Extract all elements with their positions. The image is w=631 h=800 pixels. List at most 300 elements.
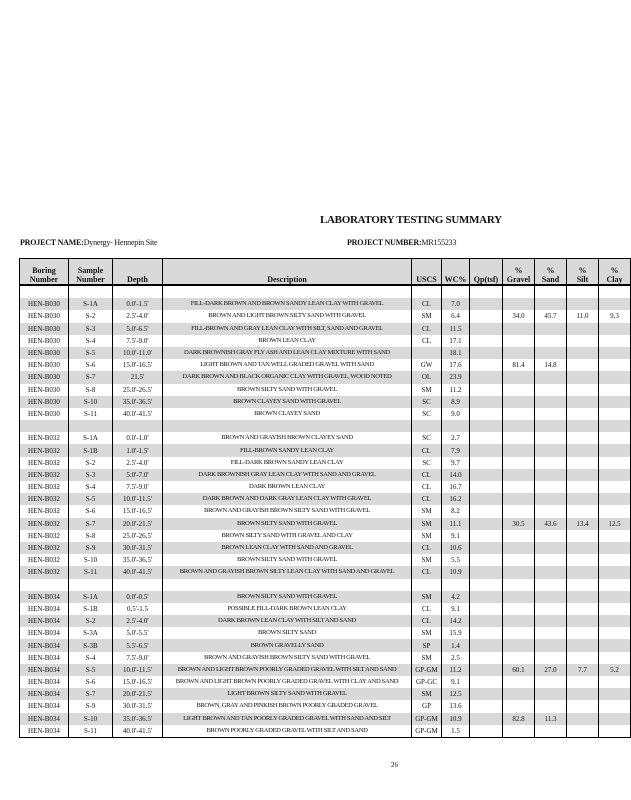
cell-wc-percent: 8.9: [442, 396, 470, 408]
cell-qp-tsf: [470, 603, 503, 615]
cell-clay-percent: [599, 493, 631, 505]
column-header-description: [163, 259, 412, 286]
cell-gravel-percent: [503, 481, 535, 493]
cell-uscs: SM: [412, 688, 442, 700]
cell-qp-tsf: [470, 554, 503, 566]
cell-description: BROWN AND LIGHT BROWN SILTY SAND WITH GRAVEL: [163, 310, 412, 322]
cell-wc-percent: 14.0: [442, 469, 470, 481]
cell-depth: 7.5'-9.0': [113, 652, 163, 664]
table-row: [20, 700, 631, 712]
cell-qp-tsf: [470, 615, 503, 627]
column-header-line: USCS: [416, 275, 437, 284]
cell-sand-percent: [535, 408, 567, 420]
cell-wc-percent: 16.7: [442, 481, 470, 493]
table-row: [20, 432, 631, 444]
table-row: [20, 444, 631, 456]
empty-cell: [567, 285, 599, 298]
table-row: [20, 566, 631, 578]
cell-description: BROWN AND LIGHT BROWN POORLY GRADED GRAVEL WITH SILT AND SAND: [163, 664, 412, 676]
column-header-clay-percent: [599, 259, 631, 286]
cell-qp-tsf: [470, 298, 503, 310]
cell-description: FILL-DARK BROWN AND BROWN SANDY LEAN CLAY WITH GRAVEL: [163, 298, 412, 310]
empty-cell: [442, 285, 470, 298]
cell-gravel-percent: [503, 688, 535, 700]
empty-cell: [20, 420, 69, 432]
cell-qp-tsf: [470, 700, 503, 712]
table-row: [20, 518, 631, 530]
cell-wc-percent: 11.2: [442, 384, 470, 396]
cell-clay-percent: [599, 639, 631, 651]
column-header-line: %: [610, 266, 619, 275]
empty-cell: [163, 579, 412, 591]
cell-wc-percent: 12.5: [442, 688, 470, 700]
cell-clay-percent: 5.2: [599, 664, 631, 676]
cell-qp-tsf: [470, 627, 503, 639]
cell-wc-percent: 10.9: [442, 713, 470, 725]
cell-gravel-percent: 60.1: [503, 664, 535, 676]
empty-cell: [503, 420, 535, 432]
cell-boring-number: HEN-B030: [20, 347, 69, 359]
cell-qp-tsf: [470, 639, 503, 651]
cell-qp-tsf: [470, 676, 503, 688]
cell-sample-number: S-1B: [69, 603, 113, 615]
cell-uscs: [412, 347, 442, 359]
cell-uscs: OL: [412, 371, 442, 383]
cell-clay-percent: [599, 700, 631, 712]
cell-boring-number: HEN-B032: [20, 518, 69, 530]
cell-depth: 7.5'-9.0': [113, 481, 163, 493]
cell-sand-percent: [535, 639, 567, 651]
cell-clay-percent: [599, 384, 631, 396]
cell-sand-percent: [535, 700, 567, 712]
cell-gravel-percent: [503, 469, 535, 481]
spacer-row: [20, 579, 631, 591]
cell-qp-tsf: [470, 432, 503, 444]
cell-silt-percent: [567, 432, 599, 444]
cell-sand-percent: [535, 481, 567, 493]
cell-uscs: SM: [412, 554, 442, 566]
cell-description: BROWN SILTY SAND WITH GRAVEL AND CLAY: [163, 530, 412, 542]
cell-gravel-percent: [503, 347, 535, 359]
cell-gravel-percent: [503, 408, 535, 420]
cell-description: BROWN AND GRAYISH BROWN SILTY SAND WITH GRAVEL: [163, 652, 412, 664]
cell-clay-percent: [599, 542, 631, 554]
cell-qp-tsf: [470, 688, 503, 700]
cell-uscs: CL: [412, 444, 442, 456]
table-row: [20, 530, 631, 542]
table-row: [20, 359, 631, 371]
cell-clay-percent: [599, 591, 631, 603]
project-name-label: PROJECT NAME:: [20, 238, 84, 247]
cell-sample-number: S-6: [69, 505, 113, 517]
empty-cell: [470, 420, 503, 432]
project-name-value: Dynergy- Hennepin Site: [83, 238, 158, 247]
cell-silt-percent: [567, 396, 599, 408]
cell-sample-number: S-1A: [69, 298, 113, 310]
cell-sample-number: S-1B: [69, 444, 113, 456]
cell-sample-number: S-3A: [69, 627, 113, 639]
cell-gravel-percent: [503, 603, 535, 615]
cell-sample-number: S-9: [69, 700, 113, 712]
cell-sample-number: S-11: [69, 725, 113, 738]
cell-uscs: GP-GM: [412, 713, 442, 725]
page-number: 26: [391, 761, 398, 769]
cell-uscs: GP-GM: [412, 725, 442, 738]
cell-sample-number: S-6: [69, 676, 113, 688]
cell-clay-percent: [599, 725, 631, 738]
cell-qp-tsf: [470, 725, 503, 738]
cell-description: BROWN CLAYEY SAND WITH GRAVEL: [163, 396, 412, 408]
cell-sample-number: S-4: [69, 481, 113, 493]
cell-clay-percent: [599, 713, 631, 725]
cell-sand-percent: [535, 457, 567, 469]
cell-sample-number: S-5: [69, 664, 113, 676]
cell-sample-number: S-9: [69, 542, 113, 554]
cell-boring-number: HEN-B032: [20, 566, 69, 578]
cell-wc-percent: 14.2: [442, 615, 470, 627]
cell-gravel-percent: [503, 444, 535, 456]
cell-sample-number: S-10: [69, 396, 113, 408]
cell-boring-number: HEN-B032: [20, 554, 69, 566]
cell-qp-tsf: [470, 566, 503, 578]
table-row: [20, 676, 631, 688]
column-header-depth: [113, 259, 163, 286]
column-header-line: Number: [76, 275, 105, 284]
cell-qp-tsf: [470, 713, 503, 725]
cell-sand-percent: 11.3: [535, 713, 567, 725]
cell-clay-percent: [599, 481, 631, 493]
table-row: [20, 725, 631, 738]
cell-description: FILL-BROWN SANDY LEAN CLAY: [163, 444, 412, 456]
cell-sample-number: S-4: [69, 652, 113, 664]
cell-wc-percent: 13.6: [442, 700, 470, 712]
cell-boring-number: HEN-B034: [20, 639, 69, 651]
cell-depth: 21.5': [113, 371, 163, 383]
empty-cell: [113, 420, 163, 432]
table-row: [20, 408, 631, 420]
column-header-line: Gravel: [506, 275, 531, 284]
cell-boring-number: HEN-B032: [20, 432, 69, 444]
cell-sand-percent: [535, 347, 567, 359]
table-row: [20, 347, 631, 359]
table-row: [20, 335, 631, 347]
cell-description: BROWN POORLY GRADED GRAVEL WITH SILT AND SAND: [163, 725, 412, 738]
cell-uscs: CL: [412, 566, 442, 578]
cell-gravel-percent: [503, 493, 535, 505]
empty-cell: [599, 420, 631, 432]
cell-uscs: SC: [412, 408, 442, 420]
cell-qp-tsf: [470, 542, 503, 554]
cell-boring-number: HEN-B030: [20, 408, 69, 420]
cell-silt-percent: [567, 347, 599, 359]
cell-wc-percent: 5.5: [442, 554, 470, 566]
cell-uscs: GW: [412, 359, 442, 371]
cell-sample-number: S-7: [69, 371, 113, 383]
empty-cell: [20, 285, 69, 298]
column-header-line: Clay: [606, 275, 623, 284]
cell-depth: 2.5'-4.0': [113, 310, 163, 322]
cell-qp-tsf: [470, 469, 503, 481]
cell-description: BROWN, GRAY AND PINKISH BROWN POORLY GRADED GRAVEL: [163, 700, 412, 712]
column-header-line: Qp(tsf): [473, 275, 499, 284]
cell-sand-percent: [535, 652, 567, 664]
column-header-line: %: [546, 266, 555, 275]
table-row: [20, 542, 631, 554]
cell-sand-percent: [535, 530, 567, 542]
cell-silt-percent: [567, 371, 599, 383]
cell-sample-number: S-5: [69, 347, 113, 359]
cell-depth: 20.0'-21.5': [113, 688, 163, 700]
cell-gravel-percent: [503, 396, 535, 408]
cell-boring-number: HEN-B032: [20, 481, 69, 493]
cell-qp-tsf: [470, 652, 503, 664]
table-row: [20, 603, 631, 615]
cell-wc-percent: 9.7: [442, 457, 470, 469]
cell-depth: 1.0'-1.5': [113, 444, 163, 456]
cell-boring-number: HEN-B030: [20, 384, 69, 396]
cell-description: POSSIBLE FILL-DARK BROWN LEAN CLAY: [163, 603, 412, 615]
cell-sand-percent: [535, 493, 567, 505]
cell-qp-tsf: [470, 371, 503, 383]
cell-depth: 2.5'-4.0': [113, 457, 163, 469]
table-header-row: [20, 259, 631, 286]
cell-sand-percent: [535, 542, 567, 554]
cell-qp-tsf: [470, 591, 503, 603]
column-header-wc-percent: [442, 259, 470, 286]
cell-uscs: CL: [412, 298, 442, 310]
spacer-row: [20, 285, 631, 298]
table-row: [20, 298, 631, 310]
empty-cell: [412, 285, 442, 298]
cell-depth: 0.0'-0.5': [113, 591, 163, 603]
lab-testing-table: [19, 258, 631, 738]
cell-wc-percent: 10.9: [442, 566, 470, 578]
page-title: LABORATORY TESTING SUMMARY: [320, 214, 502, 226]
cell-gravel-percent: [503, 335, 535, 347]
cell-uscs: GP-GC: [412, 676, 442, 688]
cell-description: BROWN AND GRAYISH BROWN CLAYEY SAND: [163, 432, 412, 444]
cell-depth: 0.5'-1.5: [113, 603, 163, 615]
cell-qp-tsf: [470, 310, 503, 322]
cell-gravel-percent: [503, 700, 535, 712]
column-header-line: Depth: [127, 275, 148, 284]
cell-gravel-percent: [503, 371, 535, 383]
cell-gravel-percent: [503, 725, 535, 738]
column-header-silt-percent: [567, 259, 599, 286]
cell-gravel-percent: 81.4: [503, 359, 535, 371]
cell-depth: 15.0'-16.5': [113, 505, 163, 517]
cell-gravel-percent: [503, 542, 535, 554]
cell-sample-number: S-8: [69, 384, 113, 396]
cell-silt-percent: [567, 652, 599, 664]
cell-clay-percent: [599, 396, 631, 408]
cell-depth: 15.0'-16.5': [113, 359, 163, 371]
cell-depth: 5.0'-7.0': [113, 469, 163, 481]
empty-cell: [535, 285, 567, 298]
cell-sand-percent: [535, 335, 567, 347]
column-header-qp-tsf: [470, 259, 503, 286]
cell-uscs: SM: [412, 384, 442, 396]
cell-sample-number: S-2: [69, 310, 113, 322]
cell-description: BROWN SILTY SAND WITH GRAVEL: [163, 554, 412, 566]
cell-silt-percent: [567, 481, 599, 493]
cell-boring-number: HEN-B034: [20, 688, 69, 700]
cell-description: FILL-DARK BROWN SANDY LEAN CLAY: [163, 457, 412, 469]
cell-boring-number: HEN-B034: [20, 725, 69, 738]
cell-gravel-percent: [503, 676, 535, 688]
cell-wc-percent: 16.2: [442, 493, 470, 505]
cell-wc-percent: 6.4: [442, 310, 470, 322]
cell-uscs: GP-GM: [412, 664, 442, 676]
cell-wc-percent: 1.4: [442, 639, 470, 651]
cell-sand-percent: [535, 396, 567, 408]
cell-wc-percent: 23.9: [442, 371, 470, 383]
cell-depth: 0.0'-1.5': [113, 298, 163, 310]
project-number-value: MR155233: [421, 238, 457, 247]
cell-sample-number: S-3: [69, 469, 113, 481]
cell-uscs: SP: [412, 639, 442, 651]
table-row: [20, 384, 631, 396]
cell-silt-percent: 11.0: [567, 310, 599, 322]
empty-cell: [470, 579, 503, 591]
table-row: [20, 371, 631, 383]
cell-sand-percent: [535, 676, 567, 688]
cell-uscs: CL: [412, 493, 442, 505]
cell-clay-percent: [599, 615, 631, 627]
cell-sample-number: S-1A: [69, 432, 113, 444]
cell-clay-percent: [599, 469, 631, 481]
cell-gravel-percent: [503, 457, 535, 469]
cell-boring-number: HEN-B034: [20, 676, 69, 688]
cell-uscs: CL: [412, 335, 442, 347]
cell-sample-number: S-7: [69, 518, 113, 530]
cell-wc-percent: 4.2: [442, 591, 470, 603]
cell-boring-number: HEN-B030: [20, 371, 69, 383]
cell-depth: 10.0'-11.5': [113, 493, 163, 505]
cell-clay-percent: [599, 335, 631, 347]
cell-clay-percent: [599, 444, 631, 456]
cell-gravel-percent: [503, 432, 535, 444]
cell-wc-percent: 10.6: [442, 542, 470, 554]
cell-sand-percent: [535, 432, 567, 444]
cell-uscs: SC: [412, 432, 442, 444]
empty-cell: [163, 285, 412, 298]
cell-sand-percent: [535, 591, 567, 603]
cell-silt-percent: [567, 713, 599, 725]
cell-sand-percent: 14.8: [535, 359, 567, 371]
cell-clay-percent: [599, 359, 631, 371]
table-row: [20, 323, 631, 335]
cell-qp-tsf: [470, 384, 503, 396]
cell-description: BROWN LEAN CLAY WITH SAND AND GRAVEL: [163, 542, 412, 554]
cell-qp-tsf: [470, 444, 503, 456]
cell-sand-percent: [535, 469, 567, 481]
cell-boring-number: HEN-B034: [20, 627, 69, 639]
cell-boring-number: HEN-B030: [20, 298, 69, 310]
column-header-line: Silt: [576, 275, 589, 284]
cell-boring-number: HEN-B032: [20, 505, 69, 517]
cell-description: LIGHT BROWN AND TAN POORLY GRADED GRAVEL WITH SAND AND SILT: [163, 713, 412, 725]
cell-gravel-percent: [503, 652, 535, 664]
cell-silt-percent: [567, 566, 599, 578]
cell-sand-percent: [535, 554, 567, 566]
empty-cell: [599, 579, 631, 591]
cell-depth: 5.0'-6.5': [113, 323, 163, 335]
cell-clay-percent: [599, 457, 631, 469]
cell-qp-tsf: [470, 335, 503, 347]
cell-depth: 5.5'-6.5': [113, 639, 163, 651]
cell-boring-number: HEN-B034: [20, 713, 69, 725]
table-row: [20, 639, 631, 651]
cell-depth: 40.0'-41.5': [113, 566, 163, 578]
table-row: [20, 481, 631, 493]
cell-gravel-percent: [503, 615, 535, 627]
empty-cell: [412, 579, 442, 591]
cell-gravel-percent: [503, 566, 535, 578]
cell-silt-percent: [567, 335, 599, 347]
cell-boring-number: HEN-B030: [20, 335, 69, 347]
cell-sand-percent: [535, 384, 567, 396]
cell-boring-number: HEN-B030: [20, 323, 69, 335]
table-row: [20, 310, 631, 322]
cell-sample-number: S-10: [69, 713, 113, 725]
cell-wc-percent: 18.1: [442, 347, 470, 359]
empty-cell: [113, 579, 163, 591]
cell-description: LIGHT BROWN SILTY SAND WITH GRAVEL: [163, 688, 412, 700]
cell-boring-number: HEN-B032: [20, 469, 69, 481]
column-header-line: %: [514, 266, 523, 275]
empty-cell: [442, 420, 470, 432]
cell-wc-percent: 9.0: [442, 408, 470, 420]
table-row: [20, 713, 631, 725]
cell-silt-percent: [567, 591, 599, 603]
cell-sand-percent: [535, 566, 567, 578]
cell-description: DARK BROWNISH GRAY LEAN CLAY WITH SAND AND GRAVEL: [163, 469, 412, 481]
cell-silt-percent: [567, 384, 599, 396]
empty-cell: [503, 579, 535, 591]
cell-boring-number: HEN-B032: [20, 444, 69, 456]
empty-cell: [69, 420, 113, 432]
cell-description: BROWN AND LIGHT BROWN POORLY GRADED GRAVEL WITH CLAY AND SAND: [163, 676, 412, 688]
cell-wc-percent: 1.5: [442, 725, 470, 738]
cell-wc-percent: 9.1: [442, 676, 470, 688]
empty-cell: [535, 420, 567, 432]
column-header-line: Description: [267, 275, 307, 284]
cell-clay-percent: [599, 652, 631, 664]
cell-sample-number: S-6: [69, 359, 113, 371]
cell-silt-percent: 7.7: [567, 664, 599, 676]
empty-cell: [503, 285, 535, 298]
cell-silt-percent: [567, 359, 599, 371]
cell-silt-percent: [567, 469, 599, 481]
cell-gravel-percent: 30.5: [503, 518, 535, 530]
cell-clay-percent: [599, 505, 631, 517]
table-row: [20, 469, 631, 481]
cell-silt-percent: [567, 457, 599, 469]
cell-qp-tsf: [470, 396, 503, 408]
empty-cell: [535, 579, 567, 591]
cell-description: DARK BROWN AND DARK GRAY LEAN CLAY WITH GRAVEL: [163, 493, 412, 505]
cell-sample-number: S-11: [69, 566, 113, 578]
cell-clay-percent: [599, 688, 631, 700]
cell-silt-percent: [567, 323, 599, 335]
cell-wc-percent: 2.5: [442, 652, 470, 664]
cell-wc-percent: 7.0: [442, 298, 470, 310]
cell-boring-number: HEN-B032: [20, 493, 69, 505]
empty-cell: [470, 285, 503, 298]
cell-sample-number: S-4: [69, 335, 113, 347]
cell-depth: 40.0'-41.5': [113, 408, 163, 420]
